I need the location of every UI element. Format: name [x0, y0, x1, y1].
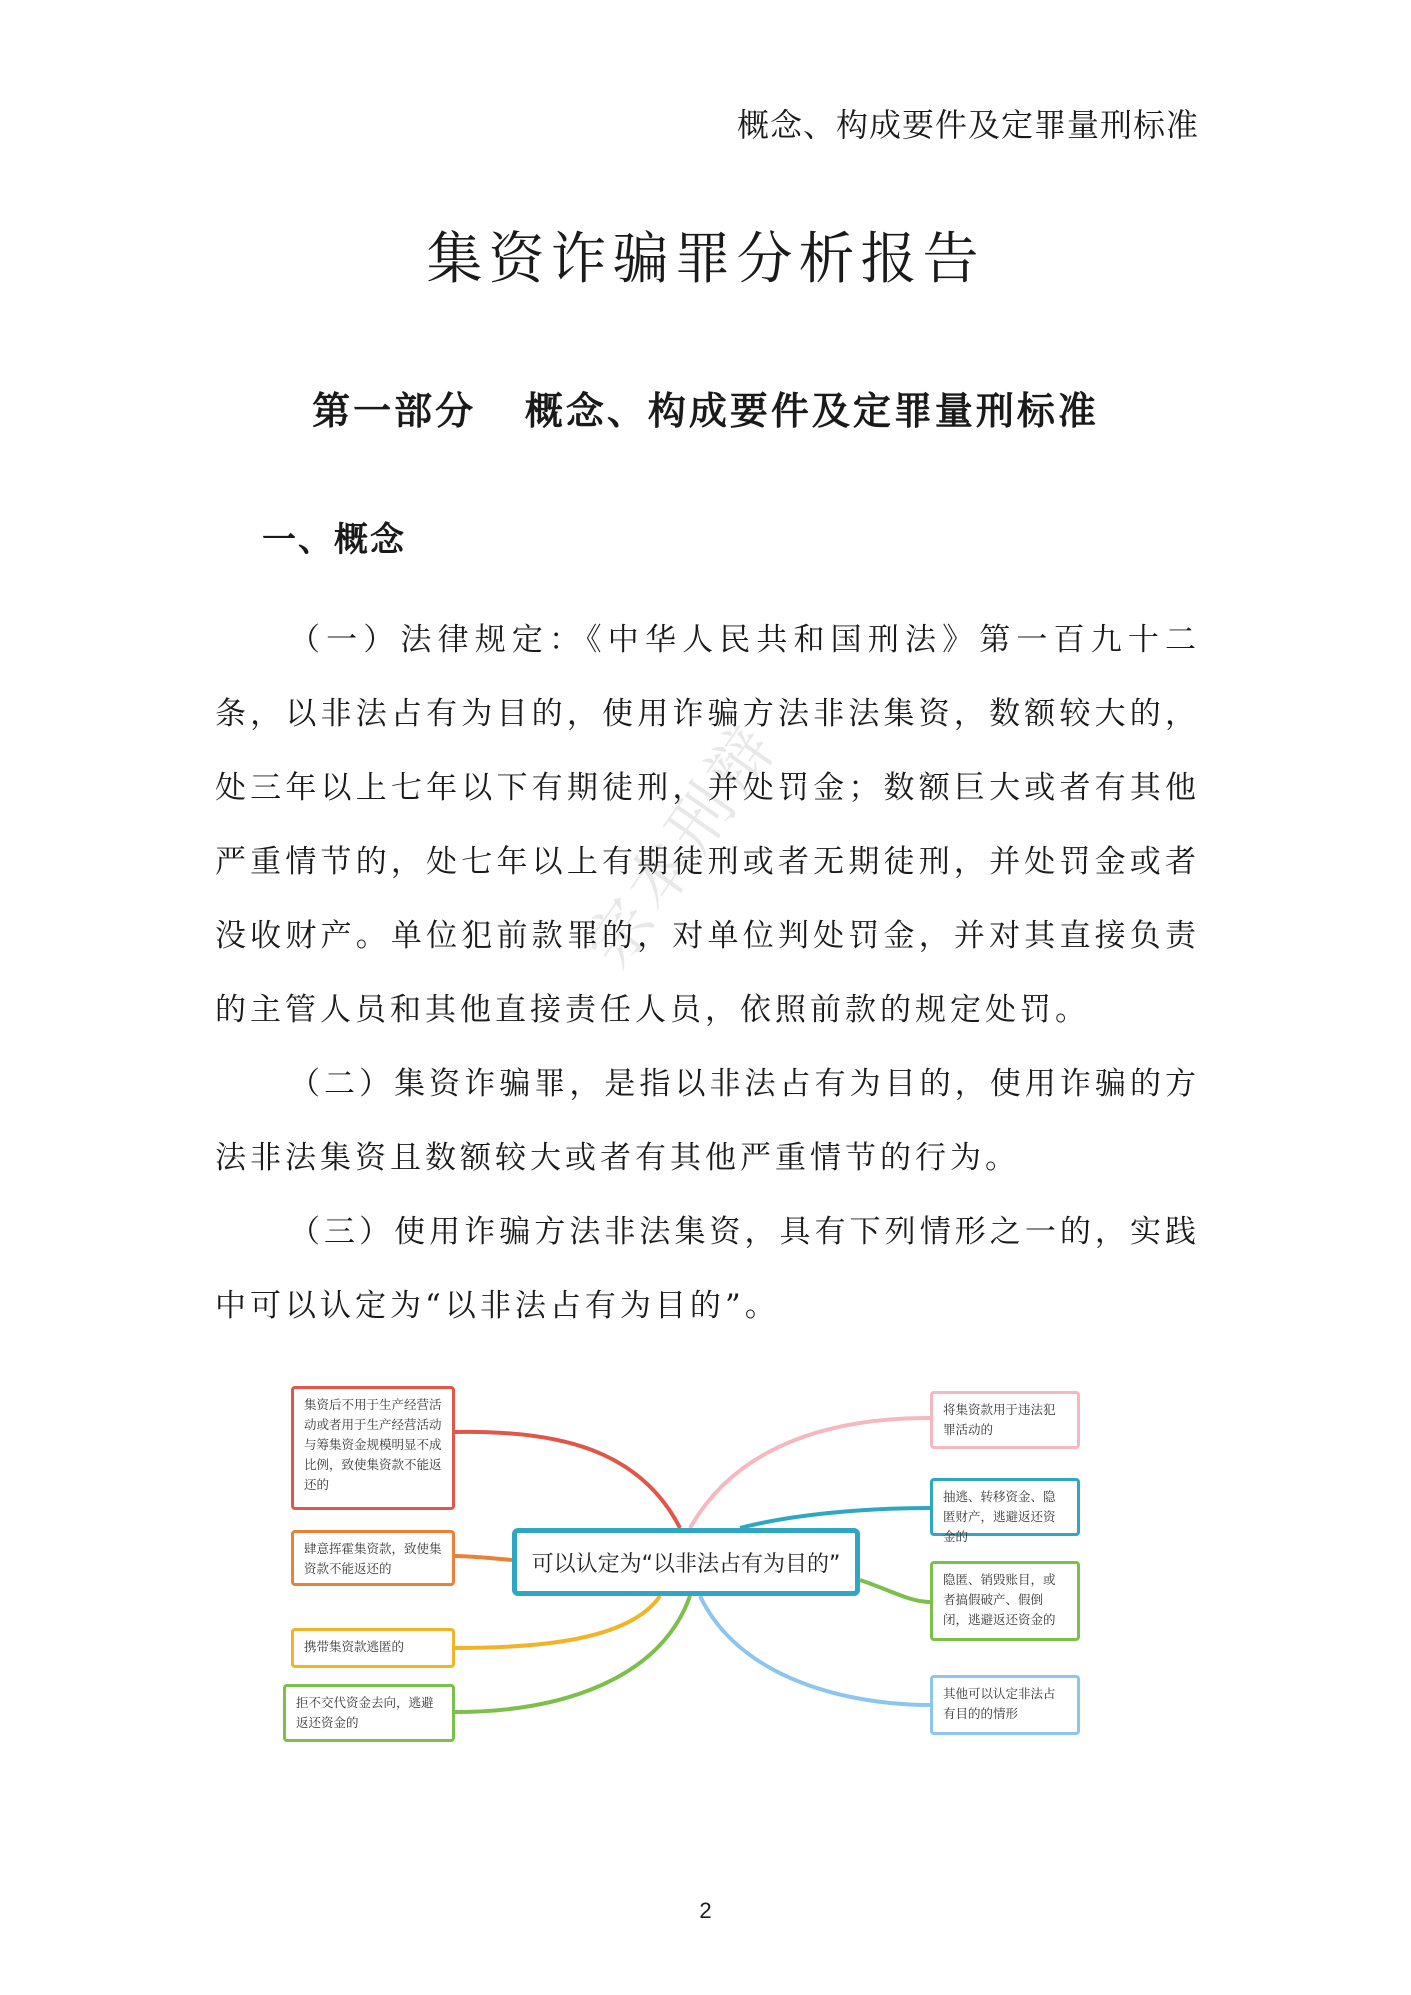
- mindmap-left-node-1: 集资后不用于生产经营活动或者用于生产经营活动与筹集资金规模明显不成比例，致使集资款不能返还的: [291, 1386, 455, 1510]
- watermark: 宗本刑辩: [572, 709, 794, 982]
- document-title: 集资诈骗罪分析报告: [426, 227, 985, 292]
- connector-left-2: [455, 1556, 512, 1560]
- connector-right-4: [700, 1596, 930, 1705]
- section-heading: 一、概念: [262, 520, 406, 560]
- mindmap-right-node-1: 将集资款用于违法犯罪活动的: [930, 1391, 1080, 1449]
- paragraph-circumstances: （三）使用诈骗方法非法集资，具有下列情形之一的，实践中可以认定为“以非法占有为目的”。: [215, 1214, 1200, 1324]
- connector-left-3: [455, 1596, 660, 1648]
- mindmap-center-node: 可以认定为“以非法占有为目的”: [512, 1528, 860, 1596]
- part-title: 第一部分 概念、构成要件及定罪量刑标准: [312, 388, 1099, 433]
- mindmap-right-node-4: 其他可以认定非法占有目的的情形: [930, 1675, 1080, 1735]
- connector-right-2: [740, 1508, 930, 1528]
- running-header: 概念、构成要件及定罪量刑标准: [736, 106, 1199, 144]
- page-number: 2: [699, 1898, 712, 1923]
- mindmap-right-node-3: 隐匿、销毁账目，或者搞假破产、假倒闭，逃避返还资金的: [930, 1561, 1080, 1641]
- mindmap-right-node-2: 抽逃、转移资金、隐匿财产，逃避返还资金的: [930, 1478, 1080, 1536]
- paragraph-definition: （二）集资诈骗罪，是指以非法占有为目的，使用诈骗的方法非法集资且数额较大或者有其他严重情节的行为。: [215, 1066, 1200, 1176]
- mindmap-left-node-2: 肆意挥霍集资款，致使集资款不能返还的: [291, 1530, 455, 1586]
- mindmap-left-node-4: 拒不交代资金去向，逃避返还资金的: [283, 1684, 455, 1742]
- connector-right-3: [860, 1580, 930, 1602]
- connector-left-1: [455, 1432, 680, 1528]
- connector-left-4: [455, 1596, 690, 1712]
- paragraph-legal-provision: （一）法律规定：《中华人民共和国刑法》第一百九十二条，以非法占有为目的，使用诈骗方法非法集资，数额较大的，处三年以上七年以下有期徒刑，并处罚金；数额巨大或者有其他严重情节的，处七年以上有期徒刑或者无期徒刑，并处罚金或者没收财产。单位犯前款罪的，对单位判处罚金，并对其直接负责的主管人员和其他直接责任人员，依照前款的规定处罚。: [215, 622, 1200, 1028]
- mindmap-left-node-3: 携带集资款逃匿的: [291, 1628, 455, 1668]
- connector-right-1: [690, 1418, 930, 1528]
